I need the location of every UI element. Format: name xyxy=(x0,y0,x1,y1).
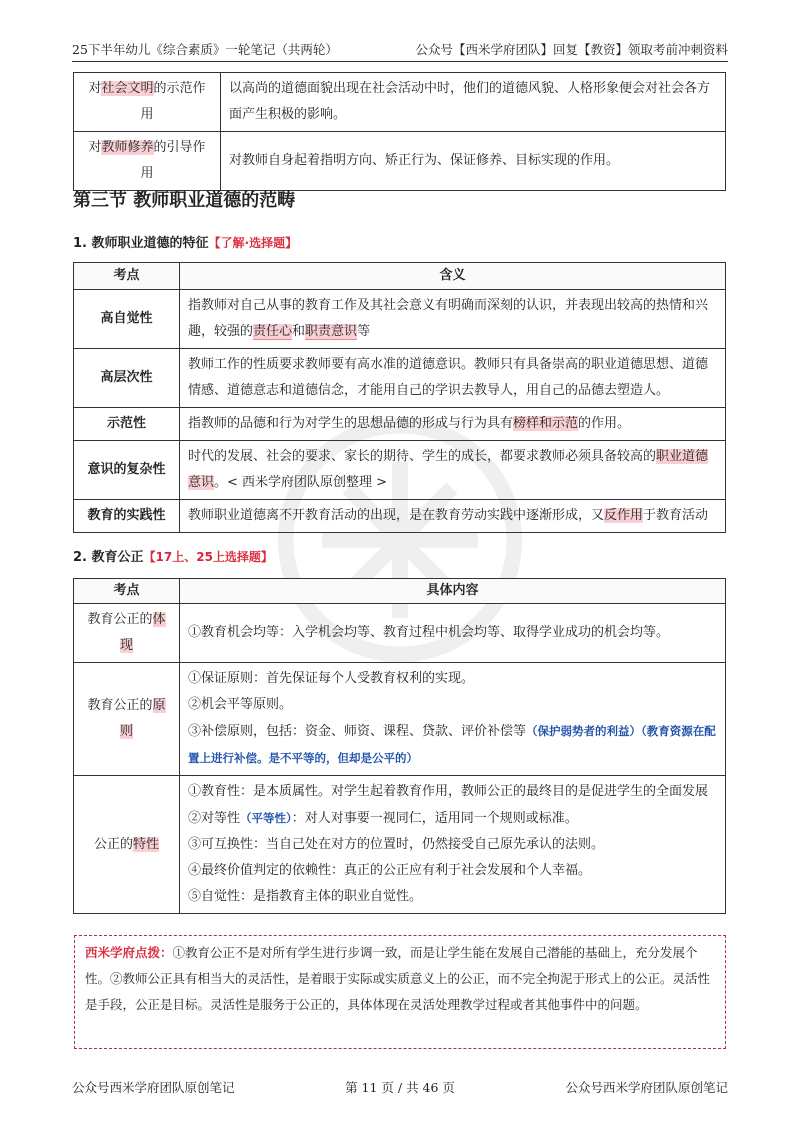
table-row xyxy=(74,73,726,132)
list-item: ③补偿原则，包括：资金、师资、课程、贷款、评价补偿等（保护弱势者的利益）（教育资源在配置上进行补偿。是不平等的，但却是公平的） xyxy=(188,724,716,765)
table-cell-content xyxy=(180,776,726,914)
column-header: 含义 xyxy=(180,263,726,290)
header-right: 公众号【西米学府团队】回复【教资】领取考前冲刺资料 xyxy=(415,42,728,57)
table-cell-content: 对教师自身起着指明方向、矫正行为、保证修养、目标实现的作用。 xyxy=(221,132,726,191)
table-cell-content: ①教育机会均等：入学机会均等、教育过程中机会均等、取得学业成功的机会均等。 xyxy=(180,604,726,663)
page-footer xyxy=(72,1078,728,1096)
footer-right: 公众号西米学府团队原创笔记 xyxy=(565,1080,728,1095)
table-row xyxy=(74,663,726,776)
header-left: 25下半年幼儿《综合素质》一轮笔记（共两轮） xyxy=(72,42,338,57)
table-cell-point: 高层次性 xyxy=(74,349,180,408)
table-row xyxy=(74,408,726,441)
list-item: ②机会平等原则。 xyxy=(188,697,293,712)
list-item: ①保证原则：首先保证每个人受教育权利的实现。 xyxy=(188,671,475,686)
table-row xyxy=(74,349,726,408)
fairness-table xyxy=(73,578,726,914)
page-number: 第 11 页 / 共 46 页 xyxy=(345,1080,455,1095)
table-row xyxy=(74,441,726,500)
section-title: 第三节 教师职业道德的范畴 xyxy=(73,190,296,211)
table-cell-point: 公正的特性 xyxy=(74,776,180,914)
features-table xyxy=(73,262,726,533)
table-header-row xyxy=(74,263,726,290)
table-cell-point: 对社会文明的示范作用 xyxy=(74,73,221,132)
tip-label: 西米学府点拨： xyxy=(85,945,173,960)
table-row xyxy=(74,290,726,349)
table-cell-point: 示范性 xyxy=(74,408,180,441)
list-item: ③可互换性：当自己处在对方的位置时，仍然接受自己原先承认的法则。 xyxy=(188,837,605,852)
list-item: ⑤自觉性：是指教育主体的职业自觉性。 xyxy=(188,889,423,904)
table-cell-content: 教师工作的性质要求教师要有高水准的道德意识。教师只有具备崇高的职业道德思想、道德情感、道德意志和道德信念，才能用自己的学识去教导人，用自己的品德去塑造人。 xyxy=(180,349,726,408)
tip-box xyxy=(74,935,726,1049)
footer-left: 公众号西米学府团队原创笔记 xyxy=(72,1080,235,1095)
table-row xyxy=(74,604,726,663)
table-cell-content: 以高尚的道德面貌出现在社会活动中时，他们的道德风貌、人格形象便会对社会各方面产生积极的影响。 xyxy=(221,73,726,132)
column-header: 考点 xyxy=(74,263,180,290)
page-header xyxy=(72,36,728,62)
table-cell-content xyxy=(180,663,726,776)
table-row xyxy=(74,500,726,533)
top-table xyxy=(73,72,726,191)
subsection-title-1: 1. 教师职业道德的特征【了解·选择题】 xyxy=(73,236,298,251)
table-cell-point: 意识的复杂性 xyxy=(74,441,180,500)
list-item: ④最终价值判定的依赖性：真正的公正应有利于社会发展和个人幸福。 xyxy=(188,863,592,878)
table-cell-point: 对教师修养的引导作用 xyxy=(74,132,221,191)
table-cell-point: 教育公正的体现 xyxy=(74,604,180,663)
list-item: ①教育性：是本质属性。对学生起着教育作用，教师公正的最终目的是促进学生的全面发展 xyxy=(188,784,709,799)
tip-text: ①教育公正不是对所有学生进行步调一致，而是让学生能在发展自己潜能的基础上，充分发展个性。②教师公正具有相当大的灵活性，是着眼于实际或实质意义上的公正，而不完全拘泥于形式上的公正。灵活性是手段，公正是目标。灵活性是服务于公正的，具体体现在灵活处理教学过程或者其他事件中的问题。 xyxy=(85,945,711,1012)
table-cell-content: 教师职业道德离不开教育活动的出现，是在教育劳动实践中逐渐形成，又反作用于教育活动 xyxy=(180,500,726,533)
table-header-row xyxy=(74,579,726,604)
list-item: ②对等性（平等性）：对人对事要一视同仁，适用同一个规则或标准。 xyxy=(188,811,578,826)
table-cell-content: 指教师对自己从事的教育工作及其社会意义有明确而深刻的认识，并表现出较高的热情和兴趣，较强的责任心和职责意识等 xyxy=(180,290,726,349)
table-row xyxy=(74,132,726,191)
table-cell-point: 高自觉性 xyxy=(74,290,180,349)
table-cell-content: 时代的发展、社会的要求、家长的期待、学生的成长，都要求教师必须具备较高的职业道德意识。< 西米学府团队原创整理 > xyxy=(180,441,726,500)
table-cell-content: 指教师的品德和行为对学生的思想品德的形成与行为具有榜样和示范的作用。 xyxy=(180,408,726,441)
table-cell-point: 教育的实践性 xyxy=(74,500,180,533)
table-row xyxy=(74,776,726,914)
column-header: 具体内容 xyxy=(180,579,726,604)
subsection-title-2: 2. 教育公正【17上、25上选择题】 xyxy=(73,550,273,565)
column-header: 考点 xyxy=(74,579,180,604)
table-cell-point: 教育公正的原则 xyxy=(74,663,180,776)
